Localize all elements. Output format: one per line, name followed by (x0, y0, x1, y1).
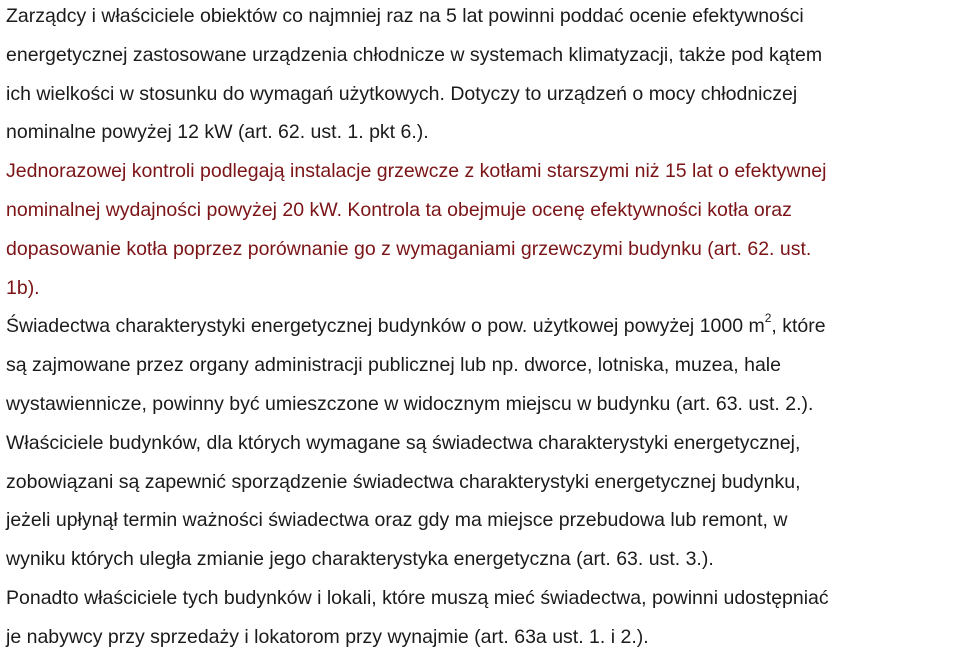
text-line: są zajmowane przez organy administracji publicznej lub np. dworce, lotniska, muzea, hale (6, 354, 781, 377)
text-line: wystawiennicze, powinny być umieszczone w widocznym miejscu w budynku (art. 63. ust. 2.). (6, 392, 814, 415)
text-line: jeżeli upłynął termin ważności świadectwa oraz gdy ma miejsce przebudowa lub remont, w (6, 509, 788, 532)
text-line (6, 307, 960, 346)
text-line: Ponadto właściciele tych budynków i lokali, które muszą mieć świadectwa, powinni udostępniać (6, 586, 829, 609)
text-line: Właściciele budynków, dla których wymagane są świadectwa charakterystyki energetycznej, (6, 431, 801, 454)
text-line: dopasowanie kotła poprzez porównanie go z wymaganiami grzewczymi budynku (art. 62. ust. (6, 237, 812, 260)
paragraph-owners-obligations (6, 424, 960, 579)
text-line: zobowiązani są zapewnić sporządzenie świadectwa charakterystyki energetycznej budynku, (6, 470, 801, 493)
text-line: je nabywcy przy sprzedaży i lokatorom przy wynajmie (art. 63a ust. 1. i 2.). (6, 625, 649, 648)
text-line: nominalne powyżej 12 kW (art. 62. ust. 1. pkt 6.). (6, 121, 429, 144)
paragraph-energy-certificates-display (6, 307, 960, 423)
text-line: Jednorazowej kontroli podlegają instalacje grzewcze z kotłami starszymi niż 15 lat o efektywnej (6, 160, 827, 183)
text-segment: Świadectwa charakterystyki energetycznej budynków o pow. użytkowej powyżej 1000 m (6, 315, 765, 338)
paragraph-sale-and-rent (6, 579, 960, 657)
text-line: nominalnej wydajności powyżej 20 kW. Kontrola ta obejmuje ocenę efektywności kotła oraz (6, 198, 792, 221)
text-line: 1b). (6, 276, 40, 299)
paragraph-boiler-inspection (6, 152, 960, 307)
text-line: ich wielkości w stosunku do wymagań użytkowych. Dotyczy to urządzeń o mocy chłodniczej (6, 82, 798, 105)
text-line: energetycznej zastosowane urządzenia chłodnicze w systemach klimatyzacji, także pod kątem (6, 43, 823, 66)
paragraph-cooling-systems (6, 0, 960, 152)
superscript-two: 2 (764, 310, 772, 325)
text-segment: , które (771, 315, 826, 338)
text-line: Zarządcy i właściciele obiektów co najmniej raz na 5 lat powinni poddać ocenie efektywności (6, 5, 804, 27)
text-line: wyniku których uległa zmianie jego charakterystyka energetyczna (art. 63. ust. 3.). (6, 548, 714, 571)
